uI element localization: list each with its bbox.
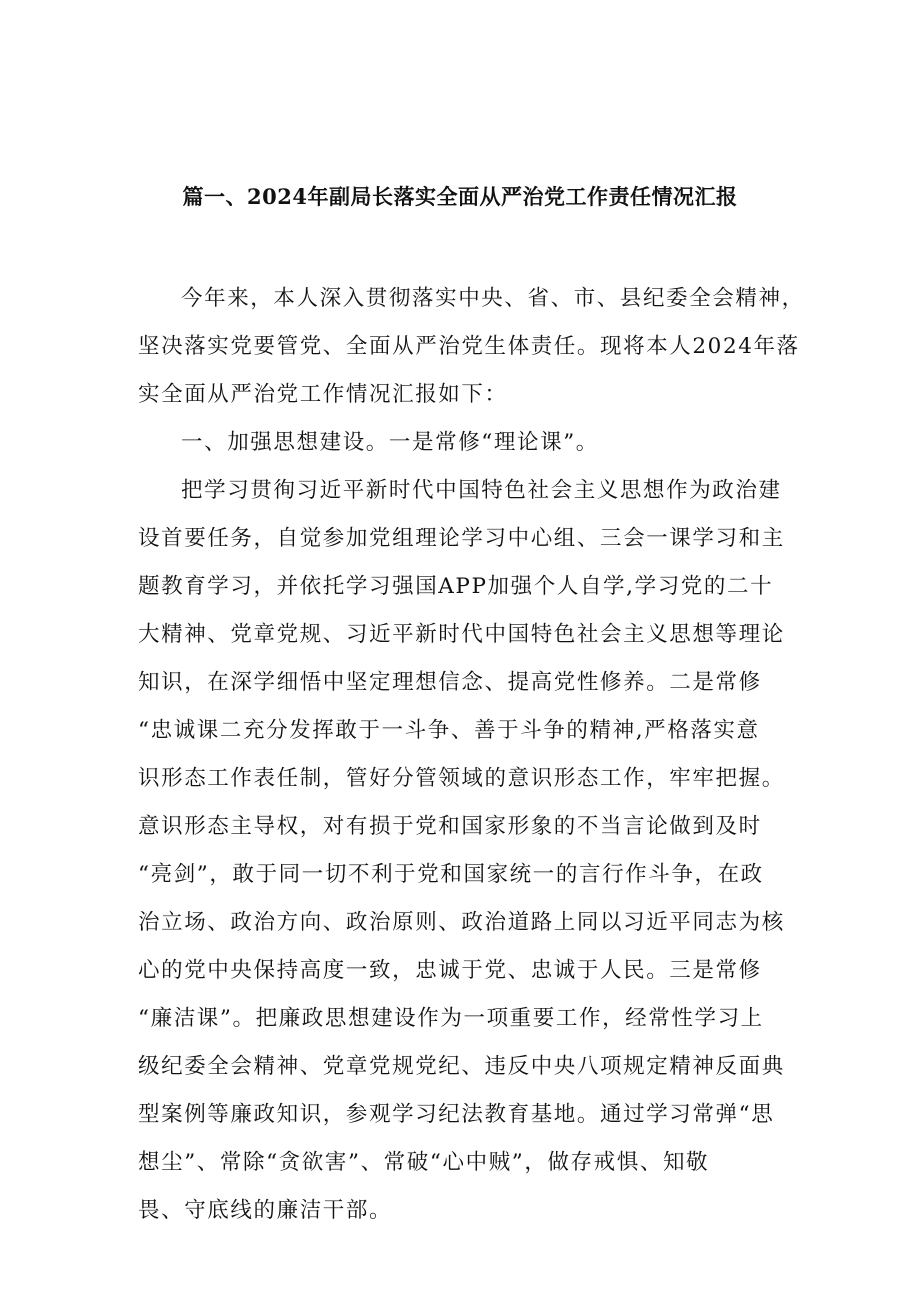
paragraph-line-body-4: 大精神、党章党规、习近平新时代中国特色社会主义思想等理论 — [138, 622, 785, 647]
paragraph-line-body-5: 知识，在深学细悟中坚定理想信念、提高党性修养。二是常修 — [138, 670, 762, 695]
paragraph-line-body-7: 识形态工作表任制，管好分管领域的意识形态工作，牢牢把握。 — [138, 766, 785, 791]
paragraph-line-intro-2: 坚决落实党要管党、全面从严治党生体责任。现将本人2024年落 — [138, 334, 800, 359]
paragraph-line-body-11: 心的党中央保持高度一致，忠诚于党、忠诚于人民。三是常修 — [138, 958, 762, 983]
paragraph-line-body-16: 畏、守底线的廉洁干部。 — [138, 1198, 393, 1223]
paragraph-line-intro-3: 实全面从严治党工作情况汇报如下： — [138, 382, 508, 407]
paragraph-line-body-14: 型案例等廉政知识，参观学习纪法教育基地。通过学习常弹“思 — [138, 1102, 775, 1127]
paragraph-line-body-8: 意识形态主导权，对有损于党和国家形象的不当言论做到及时 — [138, 814, 762, 839]
paragraph-line-body-10: 治立场、政治方向、政治原则、政治道路上同以习近平同志为核 — [138, 910, 785, 935]
paragraph-line-body-13: 级纪委全会精神、党章党规党纪、违反中央八项规定精神反面典 — [138, 1054, 785, 1079]
paragraph-line-body-2: 设首要任务，自觉参加党组理论学习中心组、三会一课学习和主 — [138, 526, 785, 551]
paragraph-line-body-3: 题教育学习，并依托学习强国APP加强个人自学,学习党的二十 — [138, 574, 774, 599]
paragraph-line-body-1: 把学习贯徇习近平新时代中国特色社会主义思想作为政治建 — [181, 478, 782, 503]
paragraph-line-body-9: “亮剑”，敢于同一切不利于党和国家统一的言行作斗争，在政 — [138, 862, 764, 887]
paragraph-line-body-6: “忠诚课二充分发挥敢于一斗争、善于斗争的精神,严格落实意 — [138, 718, 760, 743]
paragraph-line-body-12: “廉洁课”。把廉政思想建设作为一项重要工作，经常性学习上 — [138, 1006, 764, 1031]
paragraph-line-body-15: 想尘”、常除“贪欲害”、常破“心中贼”，做存戒惧、知敬 — [138, 1150, 710, 1175]
section-heading-1: 一、加强思想建设。一是常修“理论课”。 — [181, 430, 599, 455]
document-title: 篇一、2024年副局长落实全面从严治党工作责任情况汇报 — [182, 184, 738, 209]
paragraph-line-intro-1: 今年来，本人深入贯彻落实中央、省、市、县纪委全会精神， — [181, 286, 805, 311]
